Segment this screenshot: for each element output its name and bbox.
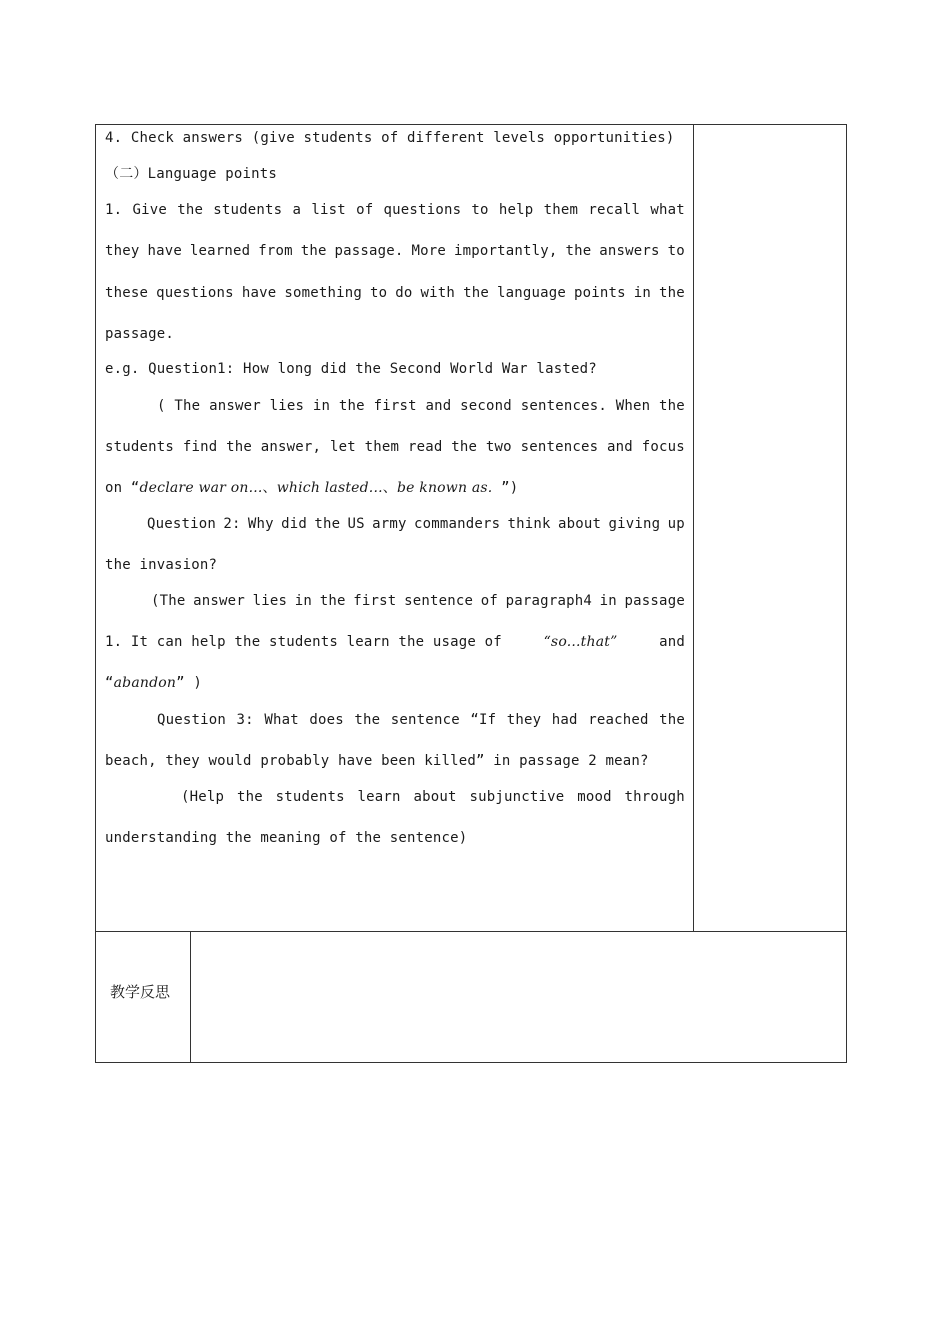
- word: and: [425, 398, 452, 414]
- word: did: [281, 516, 308, 532]
- reflection-label: 教学反思: [110, 983, 171, 1001]
- word: US: [347, 516, 365, 532]
- word: in: [294, 593, 313, 609]
- word: 2:: [223, 516, 241, 532]
- word: answers: [599, 243, 660, 259]
- question-3: [105, 711, 685, 729]
- word: language: [496, 285, 566, 301]
- text-line: 4. Check answers (give students of different levels opportunities): [105, 130, 675, 146]
- word: students: [275, 789, 345, 805]
- word: lies: [269, 398, 305, 414]
- word: learn: [357, 789, 401, 805]
- word: reached: [588, 712, 649, 728]
- text-fragment: “: [105, 675, 114, 691]
- word: paragraph4: [505, 593, 592, 609]
- word: to: [667, 243, 685, 259]
- word: first: [353, 593, 397, 609]
- word: points: [573, 285, 626, 301]
- text-line: [105, 397, 685, 415]
- word: up: [667, 516, 685, 532]
- word: The: [174, 398, 201, 414]
- word: about: [413, 789, 457, 805]
- word: they: [506, 712, 542, 728]
- word: (Help: [181, 789, 225, 805]
- word: passage: [624, 593, 685, 609]
- word: the: [177, 202, 204, 218]
- question-1: e.g. Question1: How long did the Second World War lasted?: [105, 361, 597, 377]
- text-fragment: ” ): [176, 675, 203, 691]
- phrase-so-that: “so...that”: [543, 634, 618, 650]
- text-line: the invasion?: [105, 557, 218, 573]
- word: sentence: [390, 712, 460, 728]
- word: and: [607, 439, 633, 455]
- language-points-line: [105, 479, 685, 497]
- word: the: [565, 243, 592, 259]
- word: to: [370, 285, 388, 301]
- word: the: [314, 516, 341, 532]
- word: with: [420, 285, 456, 301]
- word: 3:: [236, 712, 254, 728]
- word: the: [338, 398, 365, 414]
- word: what: [650, 202, 685, 218]
- text-line: [105, 242, 685, 260]
- phrase-be-known-as: be known as.: [396, 480, 493, 496]
- word: the: [300, 243, 327, 259]
- word: Question: [147, 516, 217, 532]
- word: have: [147, 243, 182, 259]
- word: read: [407, 439, 443, 455]
- word: think: [507, 516, 551, 532]
- word: the: [659, 285, 685, 301]
- word: the: [659, 398, 685, 414]
- word: questions: [383, 202, 462, 218]
- reflection-content-cell[interactable]: [191, 932, 846, 1062]
- word: (The: [151, 593, 186, 609]
- word: Question: [157, 712, 227, 728]
- word: of: [480, 593, 499, 609]
- text-line: [105, 284, 685, 302]
- word: from: [258, 243, 293, 259]
- word: they: [105, 243, 140, 259]
- word: commanders: [413, 516, 501, 532]
- word: students: [105, 439, 175, 455]
- text-line: understanding the meaning of the sentence): [105, 830, 468, 846]
- word: the: [659, 712, 685, 728]
- text-fragment: ”): [492, 480, 519, 496]
- word: through: [624, 789, 685, 805]
- word: sentences: [520, 439, 599, 455]
- text-fragment: on “: [105, 480, 140, 496]
- word: do: [395, 285, 413, 301]
- word: learned: [189, 243, 251, 259]
- word: the: [226, 439, 252, 455]
- word: mood: [577, 789, 612, 805]
- word: sentences.: [520, 398, 607, 414]
- text-line: [105, 592, 685, 610]
- word: Why: [247, 516, 274, 532]
- text-fragment: and: [659, 634, 685, 650]
- word: two: [485, 439, 512, 455]
- word: does: [309, 712, 344, 728]
- phrase-which-lasted: which lasted...: [276, 480, 383, 496]
- word: importantly,: [453, 243, 558, 259]
- word: in: [599, 593, 617, 609]
- word: something: [284, 285, 363, 301]
- word: the: [354, 712, 381, 728]
- word: army: [372, 516, 407, 532]
- word: Give: [132, 202, 167, 218]
- word: “If: [470, 712, 497, 728]
- word: answer: [193, 593, 245, 609]
- word: the: [319, 593, 346, 609]
- word: When: [615, 398, 651, 414]
- word: these: [105, 285, 149, 301]
- word: first: [373, 398, 417, 414]
- word: questions: [156, 285, 234, 301]
- separator: 、: [262, 480, 277, 496]
- word: them: [543, 202, 579, 218]
- word: a: [292, 202, 302, 218]
- word: What: [264, 712, 299, 728]
- word: answer: [209, 398, 261, 414]
- word: list: [311, 202, 346, 218]
- word: to: [471, 202, 489, 218]
- word: the: [451, 439, 478, 455]
- word: sentence: [404, 593, 474, 609]
- word: the: [463, 285, 489, 301]
- text-line: beach, they would probably have been killed” in passage 2 mean?: [105, 753, 649, 769]
- word: let: [329, 439, 356, 455]
- text-line: [105, 674, 685, 692]
- phrase-abandon: abandon: [113, 675, 177, 691]
- word: 1.: [105, 202, 123, 218]
- word: had: [551, 712, 578, 728]
- section-heading: （二）Language points: [105, 166, 278, 182]
- question-2: [105, 515, 685, 533]
- word: subjunctive: [469, 789, 565, 805]
- word: students: [213, 202, 283, 218]
- word: in: [633, 285, 652, 301]
- word: about: [558, 516, 602, 532]
- word: answer,: [260, 439, 322, 455]
- separator: 、: [382, 480, 397, 496]
- word: recall: [588, 202, 641, 218]
- word: of: [356, 202, 374, 218]
- word: in: [312, 398, 331, 414]
- word: help: [498, 202, 534, 218]
- word: giving: [608, 516, 661, 532]
- word: (: [157, 398, 166, 414]
- word: second: [460, 398, 512, 414]
- word: focus: [641, 439, 685, 455]
- word: the: [236, 789, 263, 805]
- text-line: [105, 788, 685, 806]
- word: More: [411, 243, 447, 259]
- text-line: passage.: [105, 326, 175, 342]
- notes-column-divider: [693, 124, 694, 932]
- word: lies: [252, 593, 288, 609]
- text-fragment: 1. It can help the students learn the usage of: [105, 634, 502, 650]
- text-line: [105, 438, 685, 456]
- phrase-declare-war: declare war on...: [139, 480, 263, 496]
- text-line: [105, 633, 685, 651]
- word: have: [241, 285, 277, 301]
- word: them: [364, 439, 400, 455]
- word: find: [182, 439, 218, 455]
- word: passage.: [334, 243, 404, 259]
- text-line: [105, 201, 685, 219]
